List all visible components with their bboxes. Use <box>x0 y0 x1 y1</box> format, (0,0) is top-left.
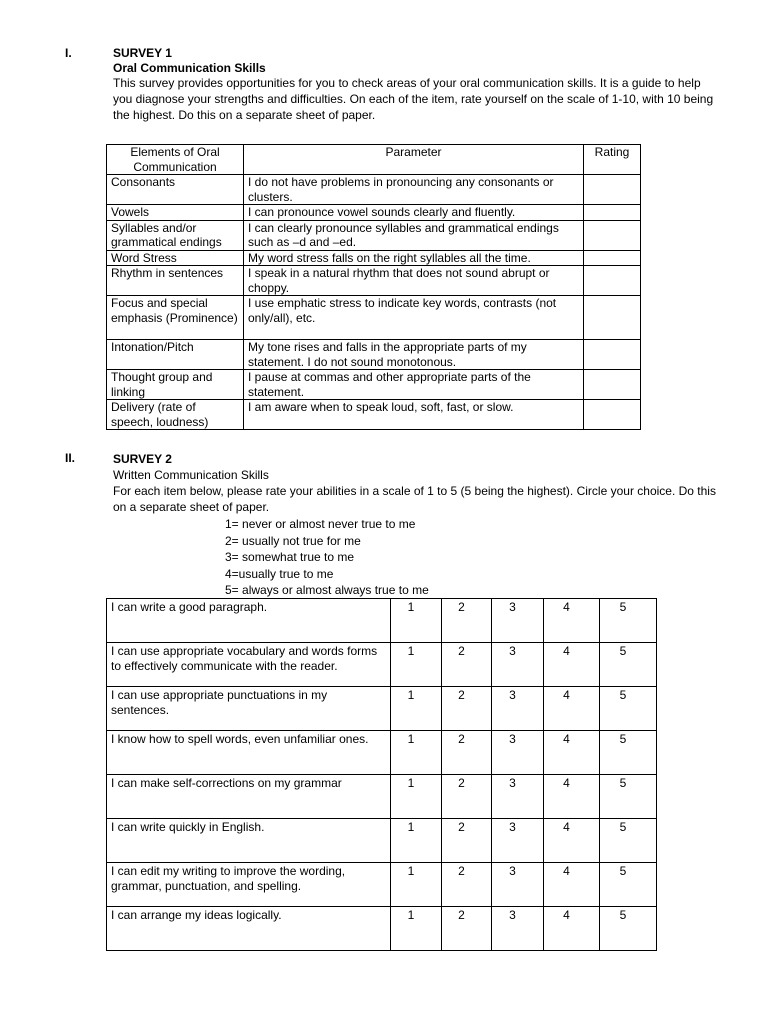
header-rating: Rating <box>584 145 641 175</box>
parameter-cell: I am aware when to speak loud, soft, fast, or slow. <box>244 400 584 430</box>
survey1-header <box>113 46 728 123</box>
element-cell: Thought group and linking <box>107 370 244 400</box>
choice-3[interactable]: 3 <box>492 599 544 643</box>
choice-3[interactable]: 3 <box>492 819 544 863</box>
survey2-number: II. <box>65 451 76 465</box>
rating-cell[interactable] <box>584 250 641 266</box>
choice-4[interactable]: 4 <box>544 819 600 863</box>
element-cell: Intonation/Pitch <box>107 340 244 370</box>
rating-cell[interactable] <box>584 400 641 430</box>
header-parameter: Parameter <box>244 145 584 175</box>
element-cell: Delivery (rate of speech, loudness) <box>107 400 244 430</box>
rating-cell[interactable] <box>584 205 641 221</box>
parameter-cell: I can pronounce vowel sounds clearly and fluently. <box>244 205 584 221</box>
choice-1[interactable]: 1 <box>391 775 442 819</box>
table-row <box>107 907 657 951</box>
choice-2[interactable]: 2 <box>442 863 492 907</box>
choice-5[interactable]: 5 <box>600 731 657 775</box>
choice-5[interactable]: 5 <box>600 687 657 731</box>
choice-5[interactable]: 5 <box>600 643 657 687</box>
element-cell: Rhythm in sentences <box>107 266 244 296</box>
choice-4[interactable]: 4 <box>544 687 600 731</box>
table-row <box>107 175 641 205</box>
choice-3[interactable]: 3 <box>492 643 544 687</box>
table-row <box>107 863 657 907</box>
scale-item: 1= never or almost never true to me <box>225 517 416 531</box>
choice-4[interactable]: 4 <box>544 863 600 907</box>
choice-4[interactable]: 4 <box>544 775 600 819</box>
statement-cell: I can edit my writing to improve the wording, grammar, punctuation, and spelling. <box>107 863 391 907</box>
choice-2[interactable]: 2 <box>442 819 492 863</box>
element-cell: Focus and special emphasis (Prominence) <box>107 296 244 340</box>
table-row <box>107 731 657 775</box>
table-row <box>107 819 657 863</box>
choice-4[interactable]: 4 <box>544 731 600 775</box>
choice-3[interactable]: 3 <box>492 907 544 951</box>
table-row <box>107 400 641 430</box>
survey1-intro: This survey provides opportunities for you to check areas of your oral communication skills. It is a guide to help you diagnose your strengths and difficulties. On each of the item, rate yourself on the scale of 1-10, with 10 being the highest. Do this on a separate sheet of paper. <box>113 76 714 122</box>
table-row <box>107 775 657 819</box>
rating-cell[interactable] <box>584 266 641 296</box>
statement-cell: I know how to spell words, even unfamiliar ones. <box>107 731 391 775</box>
table-row <box>107 296 641 340</box>
choice-2[interactable]: 2 <box>442 687 492 731</box>
parameter-cell: I do not have problems in pronouncing any consonants or clusters. <box>244 175 584 205</box>
rating-scale-legend <box>225 516 429 599</box>
choice-4[interactable]: 4 <box>544 907 600 951</box>
parameter-cell: My tone rises and falls in the appropriate parts of my statement. I do not sound monotonous. <box>244 340 584 370</box>
survey2-intro: For each item below, please rate your abilities in a scale of 1 to 5 (5 being the highest). Circle your choice. Do this on a separate sheet of paper. <box>113 484 716 514</box>
survey1-subtitle: Oral Communication Skills <box>113 60 266 75</box>
table-row <box>107 643 657 687</box>
rating-cell[interactable] <box>584 220 641 250</box>
choice-4[interactable]: 4 <box>544 643 600 687</box>
scale-item: 2= usually not true for me <box>225 533 361 548</box>
choice-1[interactable]: 1 <box>391 599 442 643</box>
choice-5[interactable]: 5 <box>600 775 657 819</box>
choice-1[interactable]: 1 <box>391 731 442 775</box>
written-skills-table <box>106 598 657 951</box>
choice-4[interactable]: 4 <box>544 599 600 643</box>
element-cell: Syllables and/or grammatical endings <box>107 220 244 250</box>
choice-1[interactable]: 1 <box>391 907 442 951</box>
element-cell: Word Stress <box>107 250 244 266</box>
parameter-cell: I speak in a natural rhythm that does not sound abrupt or choppy. <box>244 266 584 296</box>
statement-cell: I can write a good paragraph. <box>107 599 391 643</box>
choice-3[interactable]: 3 <box>492 863 544 907</box>
parameter-cell: I can clearly pronounce syllables and grammatical endings such as –d and –ed. <box>244 220 584 250</box>
table-row <box>107 205 641 221</box>
element-cell: Vowels <box>107 205 244 221</box>
choice-3[interactable]: 3 <box>492 775 544 819</box>
survey2-subtitle: Written Communication Skills <box>113 468 269 482</box>
table-row <box>107 266 641 296</box>
statement-cell: I can arrange my ideas logically. <box>107 907 391 951</box>
survey2-title: SURVEY 2 <box>113 452 172 466</box>
survey1-number: I. <box>65 46 72 60</box>
choice-1[interactable]: 1 <box>391 643 442 687</box>
table-row <box>107 220 641 250</box>
scale-item: 3= somewhat true to me <box>225 550 355 564</box>
statement-cell: I can use appropriate vocabulary and words forms to effectively communicate with the reader. <box>107 643 391 687</box>
statement-cell: I can make self-corrections on my grammar <box>107 775 391 819</box>
choice-1[interactable]: 1 <box>391 863 442 907</box>
choice-1[interactable]: 1 <box>391 687 442 731</box>
choice-5[interactable]: 5 <box>600 599 657 643</box>
choice-2[interactable]: 2 <box>442 907 492 951</box>
rating-cell[interactable] <box>584 340 641 370</box>
scale-item: 5= always or almost always true to me <box>225 583 429 597</box>
choice-5[interactable]: 5 <box>600 863 657 907</box>
table-row <box>107 599 657 643</box>
statement-cell: I can use appropriate punctuations in my sentences. <box>107 687 391 731</box>
survey2-header <box>113 451 728 515</box>
choice-2[interactable]: 2 <box>442 643 492 687</box>
table-row <box>107 370 641 400</box>
survey1-title: SURVEY 1 <box>113 46 172 60</box>
rating-cell[interactable] <box>584 175 641 205</box>
oral-skills-table <box>106 144 641 430</box>
choice-3[interactable]: 3 <box>492 687 544 731</box>
rating-cell[interactable] <box>584 370 641 400</box>
choice-2[interactable]: 2 <box>442 731 492 775</box>
statement-cell: I can write quickly in English. <box>107 819 391 863</box>
table-row <box>107 250 641 266</box>
scale-item: 4=usually true to me <box>225 566 334 581</box>
table-header-row <box>107 145 641 175</box>
table-row <box>107 340 641 370</box>
parameter-cell: I use emphatic stress to indicate key words, contrasts (not only/all), etc. <box>244 296 584 340</box>
choice-2[interactable]: 2 <box>442 599 492 643</box>
parameter-cell: My word stress falls on the right syllables all the time. <box>244 250 584 266</box>
choice-2[interactable]: 2 <box>442 775 492 819</box>
choice-5[interactable]: 5 <box>600 907 657 951</box>
choice-5[interactable]: 5 <box>600 819 657 863</box>
header-elements: Elements of Oral Communication <box>107 145 244 175</box>
choice-1[interactable]: 1 <box>391 819 442 863</box>
choice-3[interactable]: 3 <box>492 731 544 775</box>
element-cell: Consonants <box>107 175 244 205</box>
parameter-cell: I pause at commas and other appropriate parts of the statement. <box>244 370 584 400</box>
rating-cell[interactable] <box>584 296 641 340</box>
table-row <box>107 687 657 731</box>
